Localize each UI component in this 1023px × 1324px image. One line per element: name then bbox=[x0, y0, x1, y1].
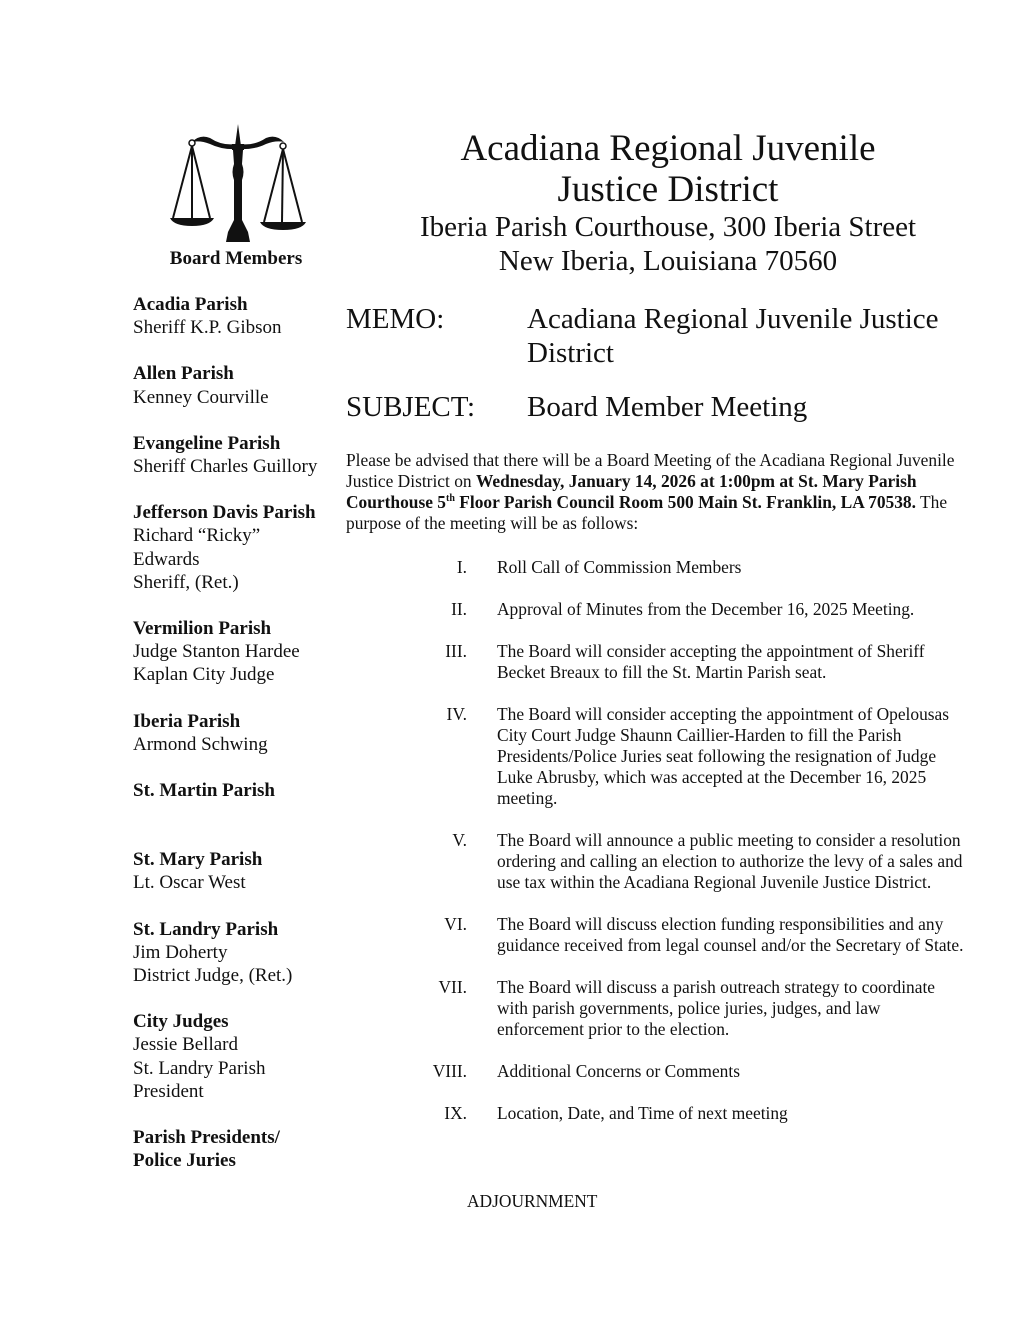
member-name: Sheriff K.P. Gibson bbox=[133, 317, 282, 339]
agenda-text: Location, Date, and Time of next meeting bbox=[497, 1103, 788, 1123]
agenda-number: IV. bbox=[446, 704, 467, 724]
parish-name: Iberia Parish bbox=[133, 710, 241, 732]
member-name: Lt. Oscar West bbox=[133, 872, 246, 894]
board-members-list bbox=[133, 293, 343, 1195]
member-title: St. Landry Parish bbox=[133, 1057, 266, 1079]
org-title-line1: Acadiana Regional Juvenile bbox=[460, 128, 876, 169]
member-name: Richard “Ricky” bbox=[133, 525, 261, 547]
parish-name: St. Mary Parish bbox=[133, 849, 263, 871]
member-title: President bbox=[133, 1080, 204, 1102]
parish-name: Vermilion Parish bbox=[133, 618, 272, 640]
parish-name: Parish Presidents/ bbox=[133, 1127, 280, 1149]
memo-block bbox=[346, 302, 986, 444]
agenda-number: VII. bbox=[438, 977, 467, 997]
agenda-item bbox=[400, 557, 990, 578]
member-name: Judge Stanton Hardee bbox=[133, 641, 300, 663]
member-st-landry bbox=[133, 918, 343, 988]
parish-name: Acadia Parish bbox=[133, 294, 248, 315]
agenda-text: The Board will consider accepting the appointment of Opelousas City Court Judge Shaunn Caillier-Harden to fill the Parish Presidents/Police Juries seat following the resignation of Judge Luke Abrusby, which was accepted at the December 16, 2025 meeting. bbox=[497, 704, 950, 808]
letterhead bbox=[340, 128, 996, 278]
agenda-text: Approval of Minutes from the December 16, 2025 Meeting. bbox=[497, 599, 915, 619]
agenda-number: IX. bbox=[444, 1103, 467, 1123]
agenda-text: Roll Call of Commission Members bbox=[497, 557, 742, 577]
agenda-text: The Board will discuss a parish outreach strategy to coordinate with parish governments, police juries, judges, and law enforcement prior to the election. bbox=[497, 977, 936, 1039]
member-name: Edwards bbox=[133, 548, 200, 570]
member-name: Armond Schwing bbox=[133, 733, 268, 755]
agenda-text: The Board will discuss election funding responsibilities and any guidance received from legal counsel and/or the Secretary of State. bbox=[497, 914, 964, 955]
subject-row bbox=[346, 390, 986, 424]
agenda-item bbox=[400, 1061, 990, 1082]
adjournment: ADJOURNMENT bbox=[467, 1191, 598, 1211]
agenda-text: The Board will consider accepting the appointment of Sheriff Becket Breaux to fill the St. Martin Parish seat. bbox=[497, 641, 925, 682]
parish-name: Police Juries bbox=[133, 1150, 236, 1172]
agenda-item bbox=[400, 704, 990, 809]
org-title-line2: Justice District bbox=[557, 169, 779, 210]
agenda-text: The Board will announce a public meeting to consider a resolution ordering and calling an election to authorize the levy of a sales and use tax within the Acadiana Regional Juvenile Justice District. bbox=[497, 830, 963, 892]
agenda-number: VI. bbox=[444, 914, 467, 934]
member-jefferson-davis bbox=[133, 501, 343, 594]
parish-name: St. Martin Parish bbox=[133, 780, 275, 802]
notice-purpose: The purpose of the meeting will be as follows: bbox=[346, 492, 948, 533]
agenda-number: I. bbox=[456, 557, 467, 577]
member-title: District Judge, (Ret.) bbox=[133, 965, 293, 987]
agenda-item bbox=[400, 1103, 990, 1124]
address-line1: Iberia Parish Courthouse, 300 Iberia Street bbox=[419, 211, 917, 243]
board-members-heading: Board Members bbox=[169, 248, 303, 269]
agenda-number: VIII. bbox=[432, 1061, 467, 1081]
agenda-item bbox=[400, 977, 990, 1040]
notice-text: Please be advised that there will be a Board Meeting of the Acadiana Regional Juvenile Justice District on bbox=[346, 450, 955, 491]
parish-name: Evangeline Parish bbox=[133, 432, 281, 454]
subject-value: Board Member Meeting bbox=[527, 391, 808, 423]
meeting-date-location: Wednesday, January 14, 2026 at 1:00pm at St. Mary Parish Courthouse 5 bbox=[346, 471, 917, 512]
parish-name: City Judges bbox=[133, 1011, 229, 1033]
agenda-number: V. bbox=[452, 830, 467, 850]
member-evangeline bbox=[133, 432, 343, 478]
agenda-item bbox=[400, 599, 990, 620]
member-st-mary bbox=[133, 848, 343, 894]
memo-row bbox=[346, 302, 986, 370]
member-vermilion bbox=[133, 617, 343, 687]
member-title: Sheriff, (Ret.) bbox=[133, 571, 239, 593]
member-city-judges bbox=[133, 1010, 343, 1103]
member-acadia bbox=[133, 293, 343, 339]
scales-of-justice-icon bbox=[170, 124, 306, 248]
agenda-text: Additional Concerns or Comments bbox=[497, 1061, 740, 1081]
member-allen bbox=[133, 362, 343, 408]
agenda-number: II. bbox=[451, 599, 467, 619]
ordinal-suffix: th bbox=[446, 493, 455, 505]
member-title: Kaplan City Judge bbox=[133, 664, 275, 686]
member-name: Kenney Courville bbox=[133, 386, 269, 408]
member-iberia bbox=[133, 710, 343, 756]
agenda-item bbox=[400, 830, 990, 893]
subject-label: SUBJECT: bbox=[346, 391, 476, 423]
memo-value: Acadiana Regional Juvenile Justice District bbox=[527, 303, 939, 369]
member-st-martin bbox=[133, 779, 343, 802]
agenda-item bbox=[400, 641, 990, 683]
meeting-notice bbox=[346, 450, 976, 534]
agenda-item bbox=[400, 914, 990, 956]
member-name: Jessie Bellard bbox=[133, 1034, 239, 1056]
parish-name: Jefferson Davis Parish bbox=[133, 502, 316, 524]
member-name: Jim Doherty bbox=[133, 941, 228, 963]
agenda-number: III. bbox=[445, 641, 467, 661]
parish-name: Allen Parish bbox=[133, 363, 234, 385]
memo-label: MEMO: bbox=[346, 303, 445, 335]
address-line2: New Iberia, Louisiana 70560 bbox=[498, 245, 838, 277]
member-name: Sheriff Charles Guillory bbox=[133, 456, 318, 478]
parish-name: St. Landry Parish bbox=[133, 918, 279, 940]
agenda-list bbox=[400, 557, 990, 1145]
member-parish-presidents bbox=[133, 1126, 343, 1172]
meeting-address: Floor Parish Council Room 500 Main St. Franklin, LA 70538. bbox=[454, 492, 916, 512]
